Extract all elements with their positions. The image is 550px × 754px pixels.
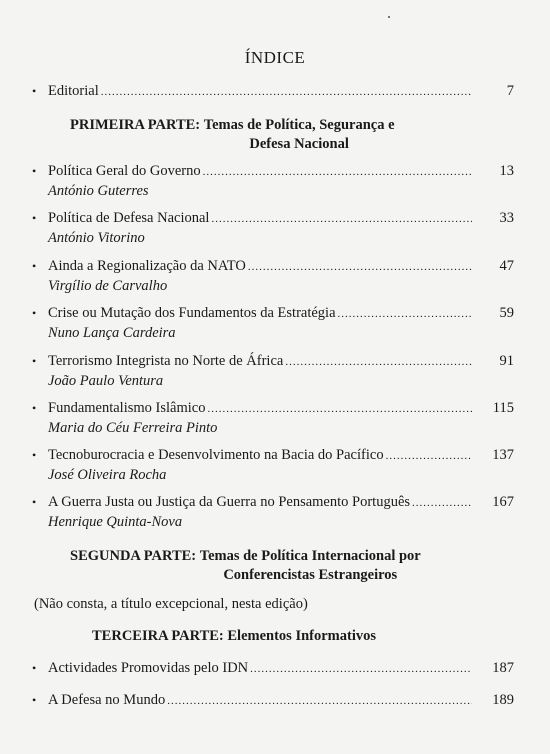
dot-leader — [386, 447, 472, 466]
section-topic-line: Temas de Política, Segurança e — [203, 117, 395, 133]
entry-page: 115 — [492, 400, 514, 416]
entry-author: José Oliveira Rocha — [48, 467, 167, 483]
toc-entry-editorial — [32, 82, 514, 102]
toc-entry — [32, 659, 514, 679]
entry-title: A Guerra Justa ou Justiça da Guerra no Pensamento Português — [48, 494, 411, 510]
entry-author: Maria do Céu Ferreira Pinto — [48, 420, 218, 436]
entry-author: Henrique Quinta-Nova — [48, 514, 183, 530]
entry-author: António Vitorino — [48, 230, 145, 246]
bullet: • — [32, 306, 37, 320]
section-heading-part2 — [70, 547, 490, 585]
section-topic-line: Defesa Nacional — [249, 136, 349, 152]
dot-leader — [211, 210, 472, 229]
section-topic: Elementos Informativos — [227, 628, 377, 644]
toc-entry — [32, 399, 514, 438]
entry-page: 189 — [492, 692, 514, 708]
section-label: SEGUNDA PARTE: — [70, 548, 197, 564]
entry-title: Actividades Promovidas pelo IDN — [48, 660, 249, 676]
section-topic — [204, 116, 395, 154]
page-title: ÍNDICE — [244, 48, 306, 67]
dot-leader — [285, 353, 472, 372]
toc-entry — [32, 162, 514, 201]
bullet: • — [32, 259, 37, 273]
toc-entry — [32, 691, 514, 711]
bullet: • — [32, 354, 37, 368]
toc-entry — [32, 352, 514, 391]
entry-page: 59 — [499, 305, 514, 321]
dot-leader — [412, 494, 472, 513]
entry-author: João Paulo Ventura — [48, 373, 164, 389]
entry-title: Política de Defesa Nacional — [48, 210, 210, 226]
section-note: (Não consta, a título excepcional, nesta edição) — [34, 596, 308, 612]
bullet: • — [32, 448, 37, 462]
entry-page: 7 — [506, 83, 514, 99]
entry-title: A Defesa no Mundo — [48, 692, 166, 708]
entry-title: Editorial — [48, 83, 99, 99]
section-topic-line: Conferencistas Estrangeiros — [223, 567, 398, 583]
toc-entry — [32, 446, 514, 485]
section-label: TERCEIRA PARTE: — [92, 628, 224, 644]
print-speck — [388, 16, 390, 18]
entry-title: Ainda a Regionalização da NATO — [48, 258, 246, 274]
dot-leader — [101, 83, 472, 102]
dot-leader — [203, 163, 472, 182]
entry-author: António Guterres — [48, 183, 149, 199]
entry-title: Política Geral do Governo — [48, 163, 201, 179]
section-topic-line: Temas de Política Internacional por — [199, 548, 421, 564]
dot-leader — [167, 692, 472, 711]
bullet: • — [32, 693, 37, 707]
entry-page: 33 — [499, 210, 514, 226]
entry-page: 13 — [499, 163, 514, 179]
entry-title: Tecnoburocracia e Desenvolvimento na Bacia do Pacífico — [48, 447, 384, 463]
toc-entry — [32, 493, 514, 532]
section-label: PRIMEIRA PARTE: — [70, 117, 201, 133]
entry-page: 137 — [492, 447, 514, 463]
section-topic — [200, 547, 421, 585]
bullet: • — [32, 661, 37, 675]
entry-page: 47 — [499, 258, 514, 274]
bullet: • — [32, 84, 37, 98]
entry-page: 187 — [492, 660, 514, 676]
entry-title: Crise ou Mutação dos Fundamentos da Estratégia — [48, 305, 336, 321]
section-heading-part3 — [92, 627, 512, 646]
entry-page: 91 — [499, 353, 514, 369]
toc-entry — [32, 257, 514, 296]
bullet: • — [32, 164, 37, 178]
entry-page: 167 — [492, 494, 514, 510]
toc-entry — [32, 209, 514, 248]
dot-leader — [250, 660, 472, 679]
dot-leader — [248, 258, 472, 277]
bullet: • — [32, 211, 37, 225]
bullet: • — [32, 495, 37, 509]
entry-author: Nuno Lança Cardeira — [48, 325, 176, 341]
entry-author: Virgílio de Carvalho — [48, 278, 168, 294]
dot-leader — [338, 305, 472, 324]
entry-title: Fundamentalismo Islâmico — [48, 400, 206, 416]
dot-leader — [207, 400, 472, 419]
entry-title: Terrorismo Integrista no Norte de África — [48, 353, 284, 369]
toc-entry — [32, 304, 514, 343]
bullet: • — [32, 401, 37, 415]
section-heading-part1 — [70, 116, 490, 154]
